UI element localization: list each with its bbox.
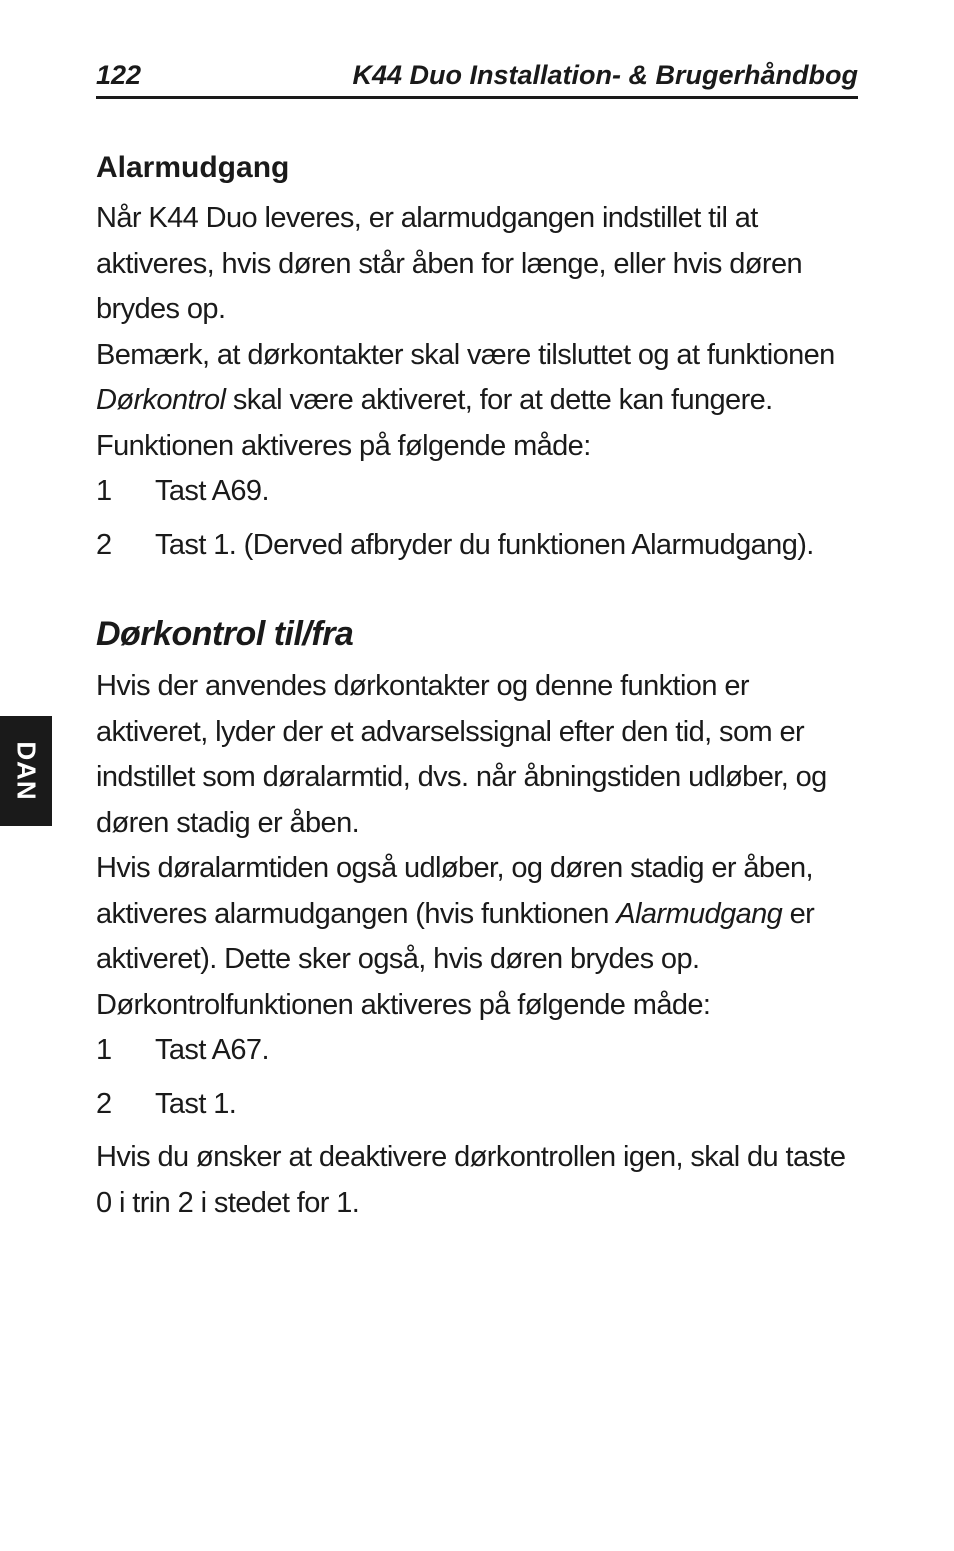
door-paragraph-2-start: Hvis døralarmtiden også udløber, og døren stadig er åben, aktiveres alarmudgangen (hvis funktionen — [96, 852, 813, 930]
door-step-1 — [96, 1028, 860, 1074]
page-number: 122 — [96, 60, 142, 90]
step-number: 2 — [96, 1087, 112, 1120]
door-paragraph-3: Dørkontrolfunktionen aktiveres på følgende måde: — [96, 988, 711, 1021]
language-tab-label: DAN — [11, 741, 42, 801]
alarm-paragraph-2-end: skal være aktiveret, for at dette kan fungere. — [225, 384, 773, 416]
document-title: K44 Duo Installation- & Brugerhåndbog — [352, 60, 858, 90]
alarm-paragraph-3: Funktionen aktiveres på følgende måde: — [96, 429, 591, 462]
step-text: Tast A67. — [155, 1034, 269, 1066]
door-step-2 — [96, 1082, 860, 1128]
language-tab — [0, 716, 52, 826]
step-number: 1 — [96, 1034, 112, 1066]
alarm-step-1 — [96, 469, 860, 515]
step-text: Tast 1. — [155, 1087, 237, 1120]
step-text: Tast A69. — [155, 475, 269, 507]
step-text: Tast 1. (Derved afbryder du funktionen Alarmudgang). — [155, 528, 814, 561]
alarm-paragraph-2-start: Bemærk, at dørkontakter skal være tilsluttet og at funktionen — [96, 338, 835, 371]
door-paragraph-2-emphasis: Alarmudgang — [616, 897, 783, 930]
alarm-paragraph-2 — [96, 333, 860, 424]
door-paragraph-1: Hvis der anvendes dørkontakter og denne funktion er aktiveret, lyder der et advarselssignal efter den tid, som er indstillet som døralarmtid, dvs. når åbningstiden udløber, og døren stadig er åben. — [96, 670, 827, 839]
door-paragraph-4: Hvis du ønsker at deaktivere dørkontrollen igen, skal du taste 0 i trin 2 i stedet for 1. — [96, 1141, 846, 1219]
alarm-paragraph-2-emphasis: Dørkontrol — [96, 384, 226, 416]
page-content — [96, 140, 860, 1226]
step-number: 2 — [96, 528, 112, 561]
alarm-paragraph-1: Når K44 Duo leveres, er alarmudgangen indstillet til at aktiveres, hvis døren står åben for længe, eller hvis døren brydes op. — [96, 202, 803, 325]
running-header — [96, 56, 858, 99]
step-number: 1 — [96, 475, 112, 507]
section-heading-alarmudgang: Alarmudgang — [96, 151, 290, 184]
alarm-step-2 — [96, 523, 860, 569]
door-paragraph-2-end: er aktiveret). Dette sker også, hvis døren brydes op. — [96, 897, 815, 975]
door-paragraph-2 — [96, 846, 860, 983]
section-heading-dorkontrol: Dørkontrol til/fra — [96, 615, 354, 653]
